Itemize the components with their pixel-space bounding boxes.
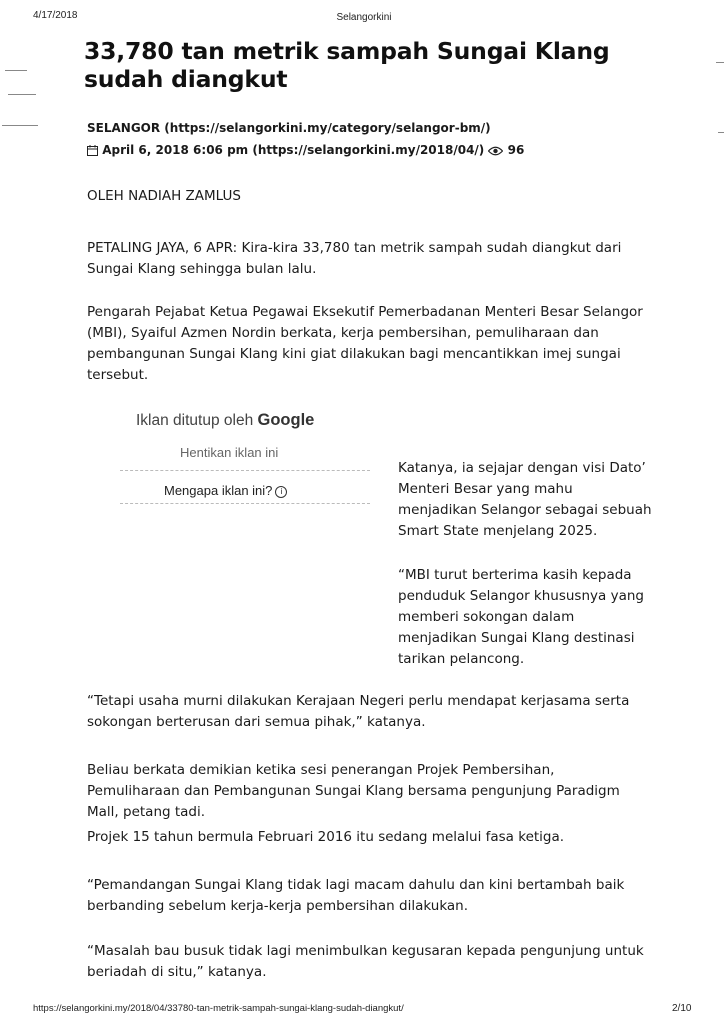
scan-speck	[5, 70, 27, 71]
ad-divider	[120, 503, 370, 504]
view-count: 96	[507, 143, 525, 157]
closed-ad-block	[120, 404, 370, 509]
eye-icon	[488, 145, 503, 159]
ad-closed-prefix: Iklan ditutup oleh	[136, 412, 254, 429]
why-this-ad-button[interactable]	[164, 483, 287, 498]
paragraph: Pengarah Pejabat Ketua Pegawai Eksekutif Pemerbadanan Menteri Besar Selangor (MBI), Syaiful Azmen Nordin berkata, kerja pembersihan, pemuliharaan dan pembangunan Sungai Klang kini giat dilakukan bagi mencantikkan imej sungai tersebut.	[87, 304, 643, 383]
paragraph: “Tetapi usaha murni dilakukan Kerajaan Negeri perlu mendapat kerjasama serta sokongan berterusan dari semua pihak,” katanya.	[87, 693, 630, 730]
ad-divider	[120, 470, 370, 471]
date-line	[87, 143, 524, 159]
print-date: 4/17/2018	[33, 10, 78, 21]
google-brand: Google	[257, 411, 315, 429]
paragraph: Beliau berkata demikian ketika sesi penerangan Projek Pembersihan, Pemuliharaan dan Pembangunan Sungai Klang bersama pengunjung Paradigm Mall, petang tadi.	[87, 762, 620, 820]
scan-speck	[716, 62, 724, 63]
info-icon: i	[275, 486, 287, 498]
paragraph: “Masalah bau busuk tidak lagi menimbulkan kegusaran kepada pengunjung untuk beriadah di situ,” katanya.	[87, 943, 644, 980]
article-title: 33,780 tan metrik sampah Sungai Klang sudah diangkut	[84, 37, 610, 93]
paragraph: “MBI turut berterima kasih kepada penduduk Selangor khususnya yang memberi sokongan dalam menjadikan Sungai Klang destinasi tarikan pelancong.	[398, 567, 644, 667]
paragraph: Projek 15 tahun bermula Februari 2016 itu sedang melalui fasa ketiga.	[87, 829, 565, 845]
scan-speck	[2, 125, 38, 126]
scan-speck	[8, 94, 36, 95]
date-archive-link[interactable]: April 6, 2018 6:06 pm (https://selangorkini.my/2018/04/)	[102, 143, 485, 157]
ad-closed-label	[136, 411, 356, 430]
print-site-name: Selangorkini	[336, 12, 392, 23]
paragraph: “Pemandangan Sungai Klang tidak lagi macam dahulu dan kini bertambah baik berbanding sebelum kerja-kerja pembersihan dilakukan.	[87, 877, 625, 914]
stop-ad-button[interactable]: Hentikan iklan ini	[180, 445, 279, 460]
paragraph: PETALING JAYA, 6 APR: Kira-kira 33,780 tan metrik sampah sudah diangkut dari Sungai Klang sehingga bulan lalu.	[87, 240, 622, 277]
scan-speck	[718, 132, 724, 133]
print-page-number: 2/10	[672, 1003, 692, 1014]
category-link[interactable]	[87, 121, 491, 135]
category-link-text[interactable]: SELANGOR (https://selangorkini.my/category/selangor-bm/)	[87, 121, 491, 135]
paragraph: Katanya, ia sejajar dengan visi Dato’ Menteri Besar yang mahu menjadikan Selangor sebagai sebuah Smart State menjelang 2025.	[398, 460, 652, 539]
byline: OLEH NADIAH ZAMLUS	[87, 188, 241, 204]
print-footer-url: https://selangorkini.my/2018/04/33780-tan-metrik-sampah-sungai-klang-sudah-diangkut/	[33, 1003, 404, 1014]
calendar-icon	[87, 145, 98, 159]
why-this-ad-label: Mengapa iklan ini?	[164, 483, 273, 498]
